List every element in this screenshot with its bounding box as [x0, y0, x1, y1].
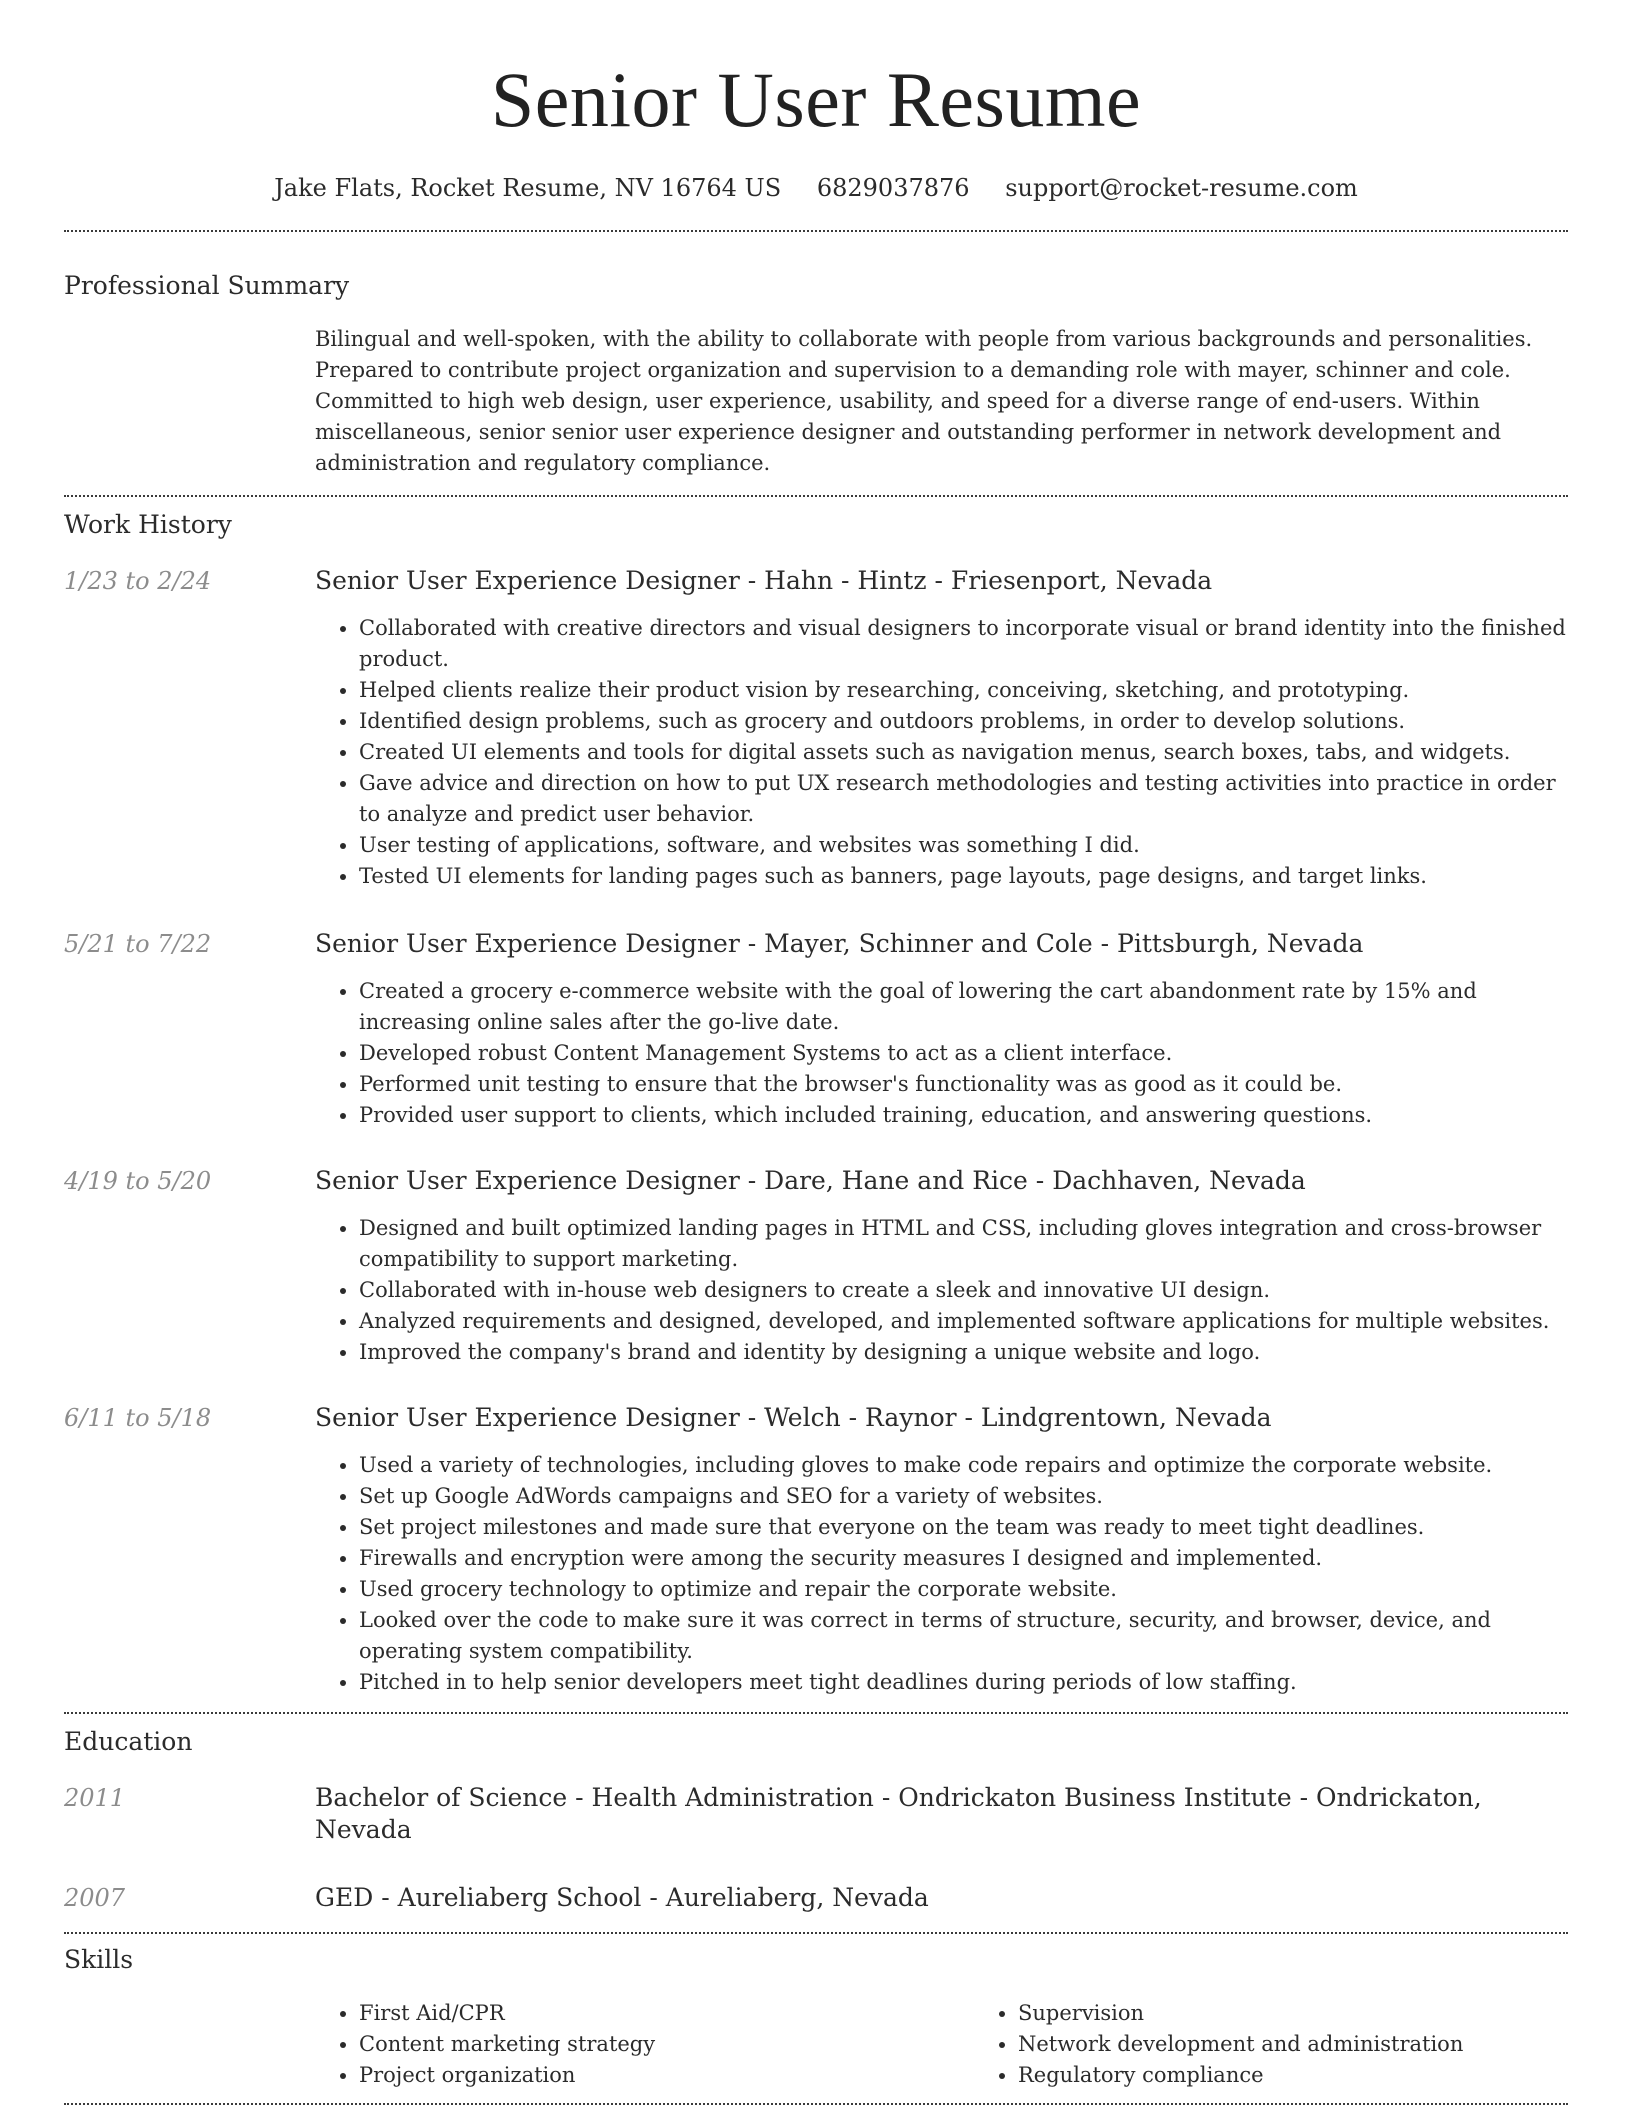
list-item: • Set project milestones and made sure that everyone on the team was ready to meet tight deadlines.	[359, 1512, 1568, 1543]
divider	[64, 2103, 1568, 2105]
list-item: • Used a variety of technologies, including gloves to make code repairs and optimize the corporate website.	[359, 1450, 1568, 1481]
list-item: • Collaborated with in-house web designers to create a sleek and innovative UI design.	[359, 1275, 1568, 1306]
contact-address: Jake Flats, Rocket Resume, NV 16764 US	[274, 174, 782, 202]
resume-name: Senior User Resume	[490, 56, 1142, 143]
job-entry	[64, 1402, 1568, 1698]
education-entry	[64, 1782, 1568, 1846]
list-item: • Used grocery technology to optimize and repair the corporate website.	[359, 1574, 1568, 1605]
section-title-skills: Skills	[64, 1945, 134, 1974]
list-item: • Developed robust Content Management Systems to act as a client interface.	[359, 1038, 1568, 1069]
section-title-work: Work History	[64, 510, 232, 539]
list-item: • Looked over the code to make sure it was correct in terms of structure, security, and browser, device, and operating system compatibility.	[359, 1605, 1568, 1667]
job-bullets	[315, 1213, 1568, 1368]
skill-item: • First Aid/CPR	[359, 1998, 974, 2029]
list-item: • Gave advice and direction on how to put UX research methodologies and testing activities into practice in order to analyze and predict user behavior.	[359, 768, 1568, 830]
list-item: • Improved the company's brand and identity by designing a unique website and logo.	[359, 1337, 1568, 1368]
summary-text: Bilingual and well-spoken, with the ability to collaborate with people from various backgrounds and personalities. Prepared to contribute project organization and supervision to a demanding role with mayer, schinner and cole. Committed to high web design, user experience, usability, and speed for a diverse range of end-users. Within miscellaneous, senior senior user experience designer and outstanding performer in network development and administration and regulatory compliance.	[315, 327, 1533, 475]
education-year: 2007	[64, 1884, 126, 1912]
job-dates: 5/21 to 7/22	[64, 930, 212, 958]
skills-list-left	[315, 1998, 974, 2091]
skills-list-right	[974, 1998, 1632, 2091]
section-title-education: Education	[64, 1727, 193, 1756]
contact-phone: 6829037876	[816, 174, 970, 202]
job-title: Senior User Experience Designer - Hahn - Hintz - Friesenport, Nevada	[315, 566, 1213, 595]
education-text: GED - Aureliaberg School - Aureliaberg, Nevada	[315, 1883, 929, 1912]
section-title-summary: Professional Summary	[64, 271, 350, 300]
list-item: • User testing of applications, software, and websites was something I did.	[359, 830, 1568, 861]
summary-row	[64, 324, 1568, 479]
education-entry	[64, 1882, 1568, 1914]
list-item: • Tested UI elements for landing pages such as banners, page layouts, page designs, and target links.	[359, 861, 1568, 892]
list-item: • Identified design problems, such as grocery and outdoors problems, in order to develop solutions.	[359, 706, 1568, 737]
list-item: • Created UI elements and tools for digital assets such as navigation menus, search boxes, tabs, and widgets.	[359, 737, 1568, 768]
job-entry	[64, 928, 1568, 1131]
list-item: • Pitched in to help senior developers meet tight deadlines during periods of low staffing.	[359, 1667, 1568, 1698]
list-item: • Collaborated with creative directors and visual designers to incorporate visual or brand identity into the finished product.	[359, 613, 1568, 675]
divider	[64, 1932, 1568, 1934]
list-item: • Helped clients realize their product vision by researching, conceiving, sketching, and prototyping.	[359, 675, 1568, 706]
divider	[64, 495, 1568, 497]
education-text: Bachelor of Science - Health Administration - Ondrickaton Business Institute - Ondrickaton, Nevada	[315, 1783, 1482, 1844]
divider	[64, 230, 1568, 232]
list-item: • Performed unit testing to ensure that the browser's functionality was as good as it could be.	[359, 1069, 1568, 1100]
education-year: 2011	[64, 1784, 126, 1812]
job-title: Senior User Experience Designer - Welch - Raynor - Lindgrentown, Nevada	[315, 1403, 1272, 1432]
job-entry	[64, 565, 1568, 892]
skill-item: • Regulatory compliance	[1018, 2060, 1632, 2091]
job-title: Senior User Experience Designer - Dare, Hane and Rice - Dachhaven, Nevada	[315, 1166, 1306, 1195]
job-bullets	[315, 976, 1568, 1131]
job-bullets	[315, 613, 1568, 892]
job-dates: 6/11 to 5/18	[64, 1404, 212, 1432]
skill-item: • Network development and administration	[1018, 2029, 1632, 2060]
contact-line	[64, 172, 1568, 204]
job-entry	[64, 1165, 1568, 1368]
job-dates: 1/23 to 2/24	[64, 567, 212, 595]
list-item: • Analyzed requirements and designed, developed, and implemented software applications for multiple websites.	[359, 1306, 1568, 1337]
list-item: • Set up Google AdWords campaigns and SEO for a variety of websites.	[359, 1481, 1568, 1512]
contact-email: support@rocket-resume.com	[1005, 174, 1358, 202]
job-bullets	[315, 1450, 1568, 1698]
list-item: • Created a grocery e-commerce website with the goal of lowering the cart abandonment rate by 15% and increasing online sales after the go-live date.	[359, 976, 1568, 1038]
job-dates: 4/19 to 5/20	[64, 1167, 212, 1195]
skill-item: • Content marketing strategy	[359, 2029, 974, 2060]
list-item: • Designed and built optimized landing pages in HTML and CSS, including gloves integration and cross-browser compatibility to support marketing.	[359, 1213, 1568, 1275]
skill-item: • Supervision	[1018, 1998, 1632, 2029]
list-item: • Firewalls and encryption were among the security measures I designed and implemented.	[359, 1543, 1568, 1574]
skill-item: • Project organization	[359, 2060, 974, 2091]
list-item: • Provided user support to clients, which included training, education, and answering questions.	[359, 1100, 1568, 1131]
skills-row	[64, 1998, 1568, 2091]
job-title: Senior User Experience Designer - Mayer, Schinner and Cole - Pittsburgh, Nevada	[315, 929, 1364, 958]
divider	[64, 1712, 1568, 1714]
